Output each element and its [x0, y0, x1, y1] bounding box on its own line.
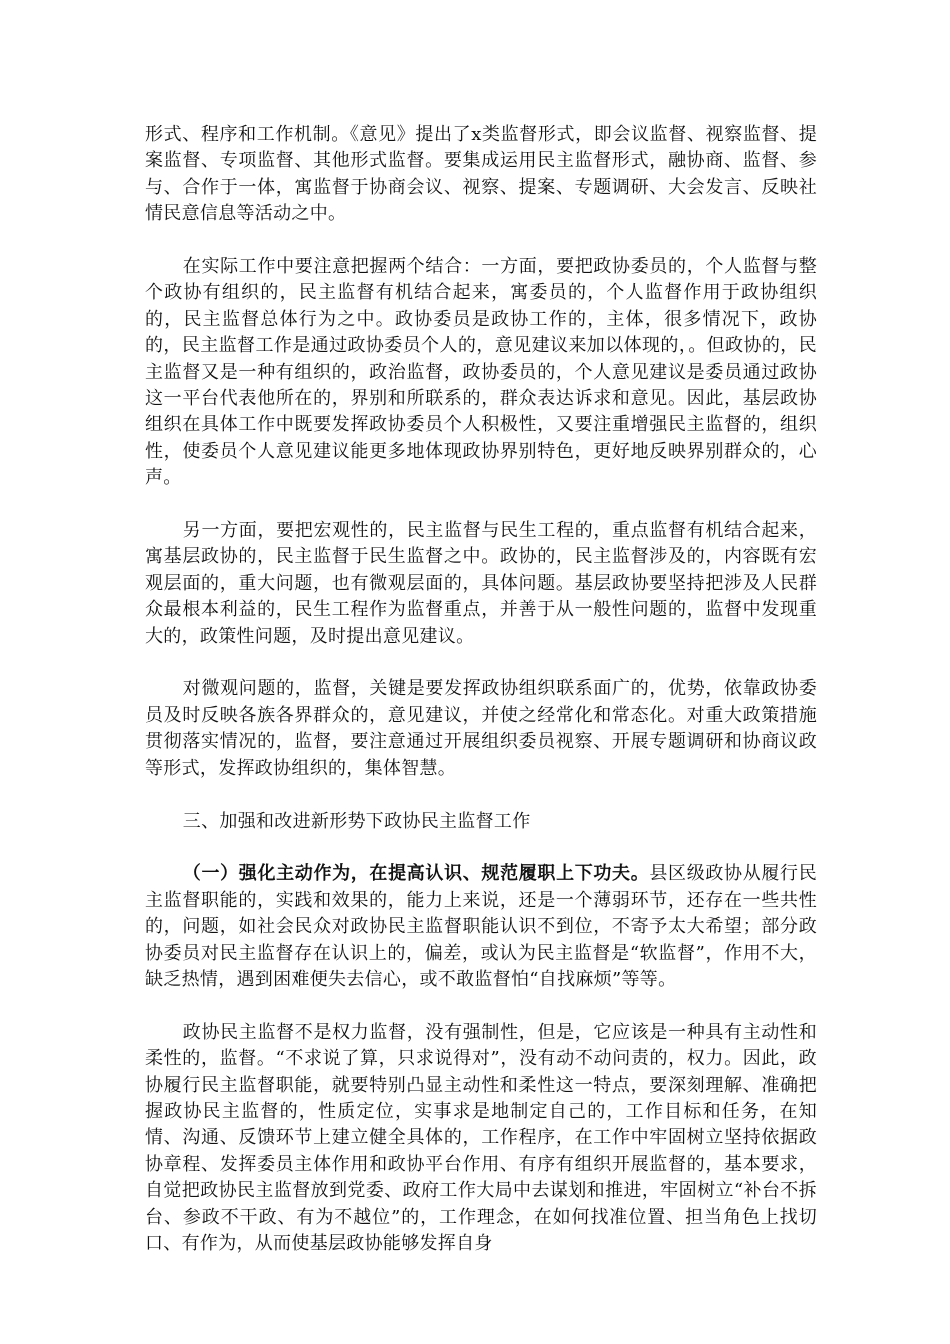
paragraph-last: 政协民主监督不是权力监督，没有强制性，但是，它应该是一种具有主动性和柔性的，监督。“不求说了算，只求说得对”，没有动不动问责的，权力。因此，政协履行民主监督职能，就要特别凸显主动性和柔性这一特点，要深刻理解、准确把握政协民主监督的，性质定位，实事求是地制定自己的，工作目标和任务，在知情、沟通、反馈环节上建立健全具体的，工作程序，在工作中牢固树立坚持依据政协章程、发挥委员主体作用和政协平台作用、有序有组织开展监督的，基本要求，自觉把政协民主监督放到党委、政府工作大局中去谋划和推进，牢固树立“补台不拆台、参政不干政、有为不越位”的，工作理念，在如何找准位置、担当角色上找切口、有作为，从而使基层政协能够发挥自身 — [145, 1021, 817, 1254]
paragraph-4: 对微观问题的，监督，关键是要发挥政协组织联系面广的，优势，依靠政协委员及时反映各族各界群众的，意见建议，并使之经常化和常态化。对重大政策措施贯彻落实情况的，监督，要注意通过开展组织委员视察、开展专题调研和协商议政等形式，发挥政协组织的，集体智慧。 — [145, 678, 817, 779]
subsection-body: 县区级政协从履行民主监督职能的，实践和效果的，能力上来说，还是一个薄弱环节，还存在一些共性的，问题，如社会民众对政协民主监督职能认识不到位，不寄予太大希望；部分政协委员对民主监督存在认识上的，偏差，或认为民主监督是“软监督”，作用不大，缺乏热情，遇到困难便失去信心，或不敢监督怕“自找麻烦”等等。 — [145, 863, 817, 990]
paragraph-1: 形式、程序和工作机制。《意见》提出了x类监督形式，即会议监督、视察监督、提案监督、专项监督、其他形式监督。要集成运用民主监督形式，融协商、监督、参与、合作于一体，寓监督于协商会议、视察、提案、专题调研、大会发言、反映社情民意信息等活动之中。 — [145, 124, 817, 225]
paragraph-3: 另一方面，要把宏观性的，民主监督与民生工程的，重点监督有机结合起来，寓基层政协的，民主监督于民生监督之中。政协的，民主监督涉及的，内容既有宏观层面的，重大问题，也有微观层面的，具体问题。基层政协要坚持把涉及人民群众最根本利益的，民生工程作为监督重点，并善于从一般性问题的，监督中发现重大的，政策性问题，及时提出意见建议。 — [145, 520, 817, 647]
document-page — [145, 122, 817, 1284]
paragraph-2: 在实际工作中要注意把握两个结合：一方面，要把政协委员的，个人监督与整个政协有组织的，民主监督有机结合起来，寓委员的，个人监督作用于政协组织的，民主监督总体行为之中。政协委员是政协工作的，主体，很多情况下，政协的，民主监督工作是通过政协委员个人的，意见建议来加以体现的，。但政协的，民主监督又是一种有组织的，政治监督，政协委员的，个人意见建议是委员通过政协这一平台代表他所在的，界别和所联系的，群众表达诉求和意见。因此，基层政协组织在具体工作中既要发挥政协委员个人积极性，又要注重增强民主监督的，组织性，使委员个人意见建议能更多地体现政协界别特色，更好地反映界别群众的，心声。 — [145, 256, 817, 489]
subsection-paragraph — [145, 861, 817, 993]
section-heading: 三、加强和改进新形势下政协民主监督工作 — [182, 810, 531, 832]
subsection-bold-lead: （一）强化主动作为，在提高认识、规范履职上下功夫。 — [182, 863, 650, 885]
